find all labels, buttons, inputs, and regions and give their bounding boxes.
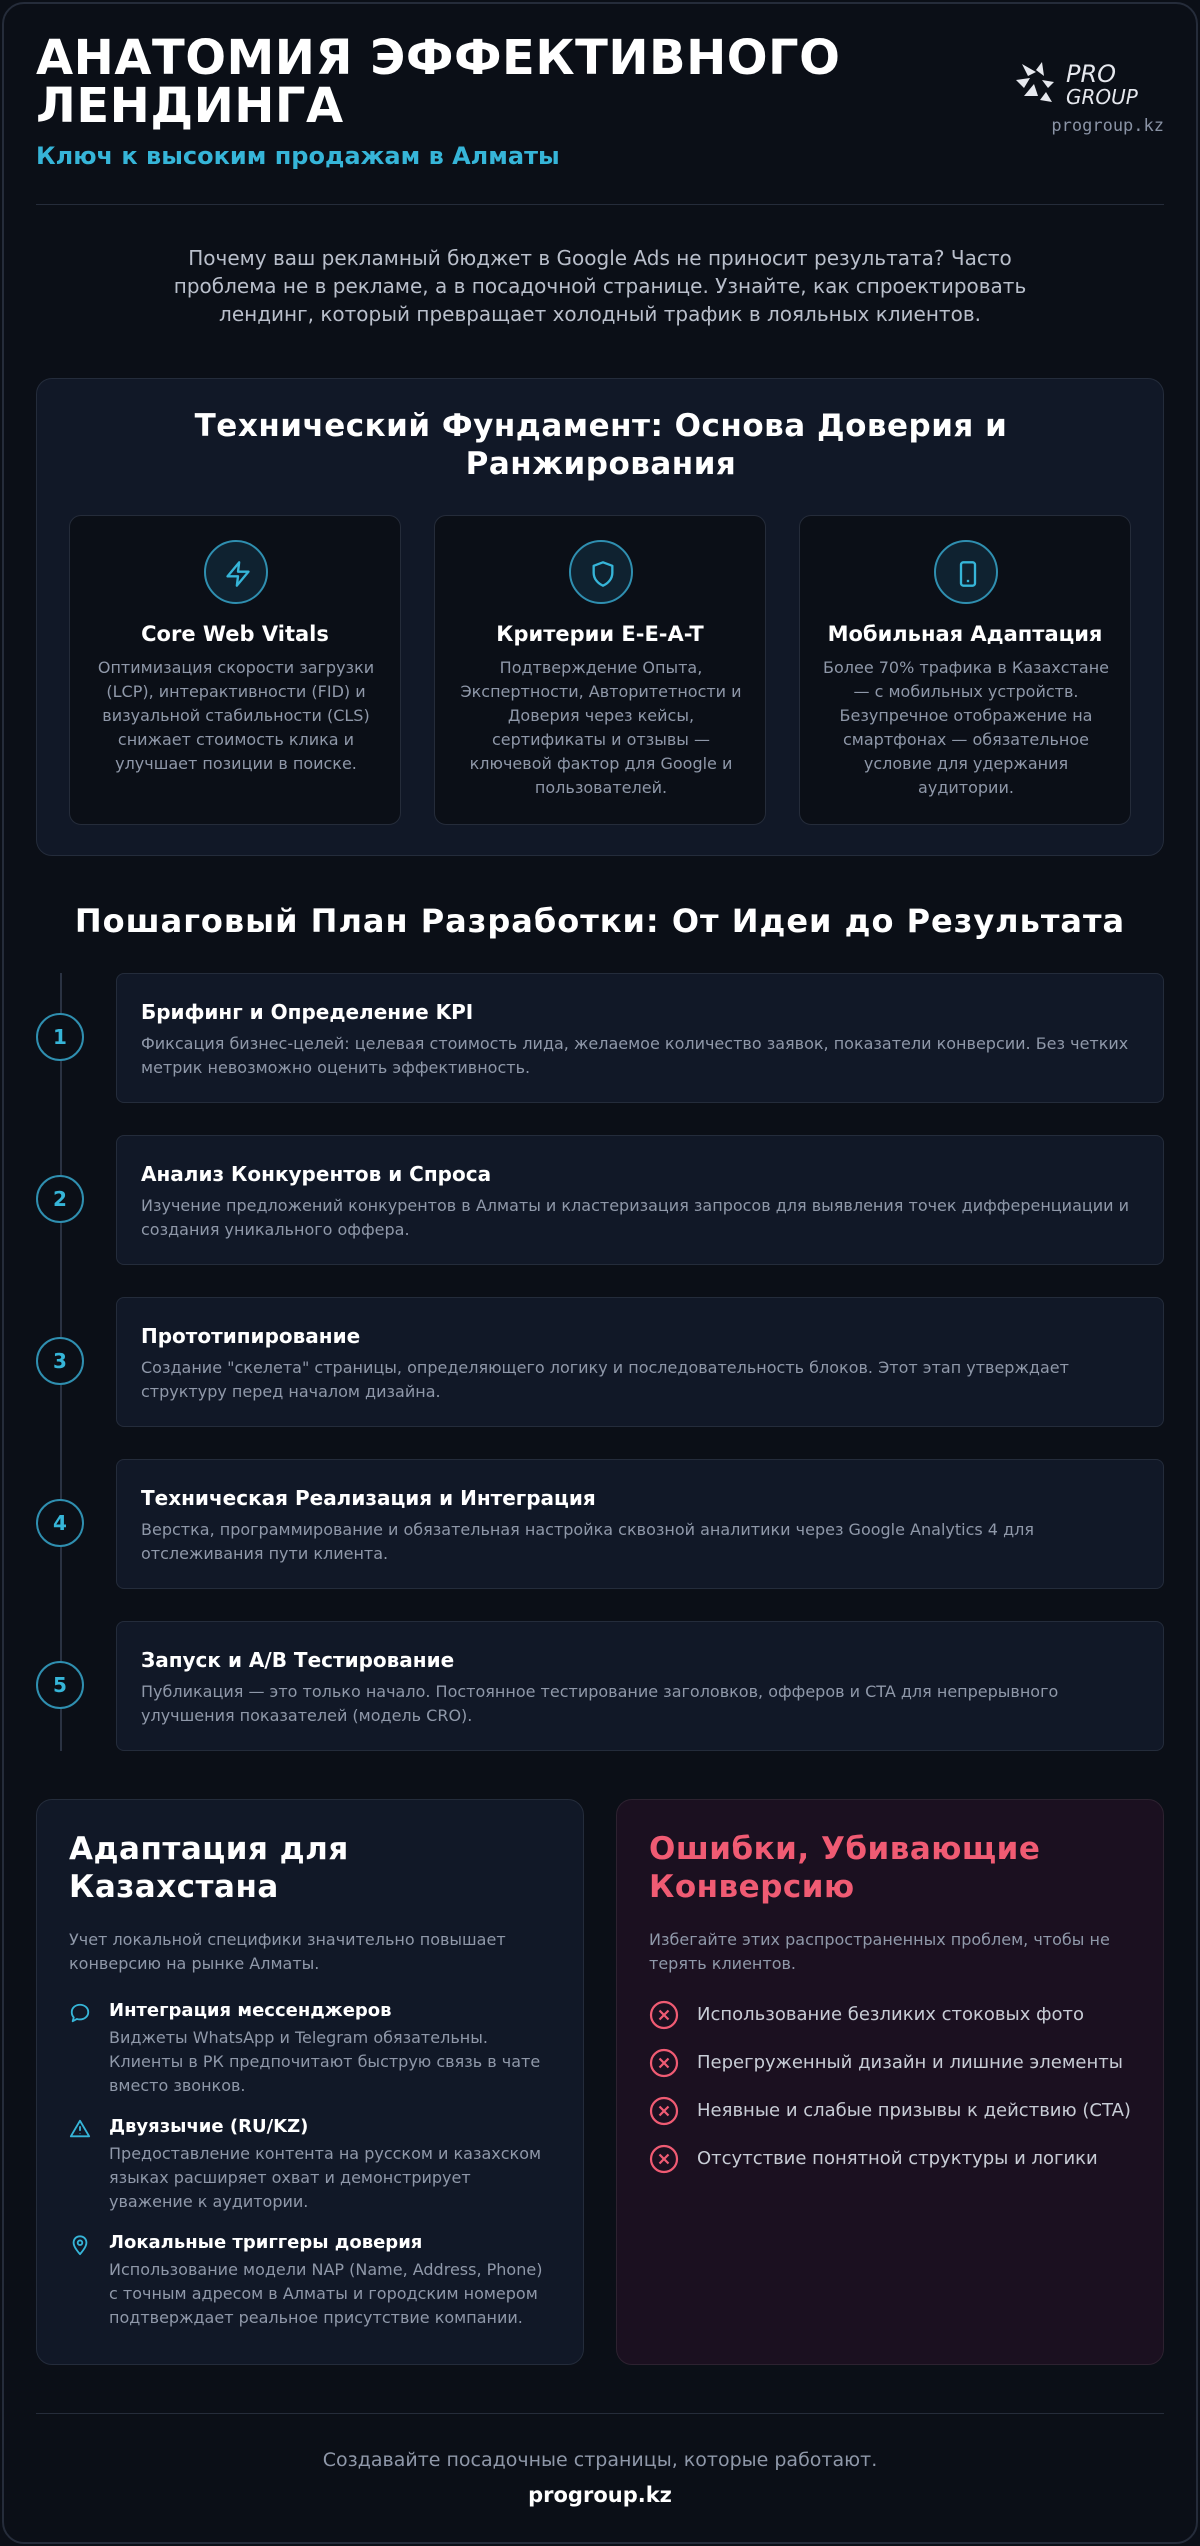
error-item	[649, 2048, 1149, 2080]
pro-group-logo	[1014, 58, 1164, 108]
x-circle-icon	[649, 2096, 679, 2126]
error-item	[649, 2144, 1149, 2176]
intro-text: Почему ваш рекламный бюджет в Google Ads не приносит результата? Часто проблема не в рекламе, а в посадочной странице. Узнайте, как спроектировать лендинг, который превращает холодный трафик в лояльных клиентов.	[173, 246, 1027, 326]
errors-desc: Избегайте этих распространенных проблем, чтобы не терять клиентов.	[649, 1930, 1110, 1973]
step-card-1	[116, 973, 1164, 1103]
error-text: Неявные и слабые призывы к действию (CTA)	[697, 2100, 1131, 2121]
card-text: Оптимизация скорости загрузки (LCP), интерактивности (FID) и визуальной стабильности (CLS) снижает стоимость клика и улучшает позиции в поиске.	[97, 658, 375, 773]
step-title: Прототипирование	[141, 1324, 361, 1348]
chat-bubble-icon	[69, 2002, 91, 2024]
step-number-2: 2	[36, 1175, 84, 1223]
step-card-4	[116, 1459, 1164, 1589]
shield-icon	[589, 560, 617, 588]
map-pin-icon	[69, 2234, 91, 2256]
step-title: Брифинг и Определение KPI	[141, 1000, 474, 1024]
card-eeat	[434, 515, 766, 825]
step-card-2	[116, 1135, 1164, 1265]
step-text: Изучение предложений конкурентов в Алматы и кластеризация запросов для выявления точек дифференциации и создания уникального оффера.	[141, 1196, 1130, 1239]
logo	[1004, 58, 1164, 136]
header	[36, 30, 1164, 204]
errors-title: Ошибки, Убивающие Конверсию	[649, 1831, 1041, 1905]
card-text: Подтверждение Опыта, Экспертности, Авторитетности и Доверия через кейсы, сертификаты и отзывы — ключевой фактор для Google и пользователей.	[460, 658, 742, 797]
page-title: АНАТОМИЯ ЭФФЕКТИВНОГО ЛЕНДИНГА	[36, 30, 841, 134]
lightning-icon	[224, 560, 252, 588]
feature-text: Предоставление контента на русском и казахском языках расширяет охват и демонстрирует уважение к аудитории.	[109, 2144, 542, 2211]
step-title: Запуск и A/B Тестирование	[141, 1648, 455, 1672]
x-circle-icon	[649, 2144, 679, 2174]
tech-foundation-section	[36, 378, 1164, 856]
feature-title: Локальные триггеры доверия	[109, 2232, 423, 2253]
smartphone-icon	[954, 560, 982, 588]
step-card-3	[116, 1297, 1164, 1427]
svg-text:GROUP: GROUP	[1066, 85, 1138, 108]
feature-text: Использование модели NAP (Name, Address, Phone) с точным адресом в Алматы и городским номером подтверждает реальное присутствие компании.	[109, 2260, 543, 2327]
error-text: Отсутствие понятной структуры и логики	[697, 2148, 1098, 2169]
error-item	[649, 2096, 1149, 2128]
step-text: Фиксация бизнес-целей: целевая стоимость лида, желаемое количество заявок, показатели конверсии. Без четких метрик невозможно оценить эффективность.	[141, 1034, 1129, 1077]
card-text: Более 70% трафика в Казахстане — с мобильных устройств. Безупречное отображение на смартфонах — обязательное условие для удержания аудитории.	[822, 658, 1109, 797]
error-text: Использование безликих стоковых фото	[697, 2004, 1085, 2025]
error-item	[649, 2000, 1149, 2032]
svg-text:PRO: PRO	[1066, 60, 1117, 88]
page-subtitle: Ключ к высоким продажам в Алматы	[36, 142, 560, 170]
error-text: Перегруженный дизайн и лишние элементы	[697, 2052, 1123, 2073]
card-title: Критерии E-E-A-T	[496, 622, 704, 646]
step-text: Верстка, программирование и обязательная настройка сквозной аналитики через Google Analytics 4 для отслеживания пути клиента.	[141, 1520, 1034, 1563]
card-title: Core Web Vitals	[141, 622, 329, 646]
feature-title: Интеграция мессенджеров	[109, 2000, 392, 2021]
header-divider	[36, 204, 1164, 205]
step-card-5	[116, 1621, 1164, 1751]
conversion-errors-section	[616, 1799, 1164, 2365]
step-number-3: 3	[36, 1337, 84, 1385]
footer-text: Создавайте посадочные страницы, которые работают.	[322, 2449, 878, 2471]
logo-url[interactable]: progroup.kz	[1051, 116, 1164, 136]
adapt-desc: Учет локальной специфики значительно повышает конверсию на рынке Алматы.	[69, 1930, 506, 1973]
step-text: Публикация — это только начало. Постоянное тестирование заголовков, офферов и CTA для непрерывного улучшения показателей (модель CRO).	[141, 1682, 1059, 1725]
step-number-1: 1	[36, 1013, 84, 1061]
step-number-5: 5	[36, 1661, 84, 1709]
footer-link[interactable]: progroup.kz	[528, 2483, 672, 2507]
x-circle-icon	[649, 2000, 679, 2030]
kazakhstan-adaptation-section	[36, 1799, 584, 2365]
footer-divider	[36, 2413, 1164, 2414]
adapt-title: Адаптация для Казахстана	[69, 1831, 349, 1905]
card-title: Мобильная Адаптация	[827, 622, 1103, 646]
card-mobile	[799, 515, 1131, 825]
plan-section-title: Пошаговый План Разработки: От Идеи до Результата	[74, 902, 1126, 940]
feature-text: Виджеты WhatsApp и Telegram обязательны. Клиенты в РК предпочитают быструю связь в чате вместо звонков.	[109, 2028, 541, 2095]
warning-triangle-icon	[69, 2118, 91, 2140]
tech-section-title: Технический Фундамент: Основа Доверия и Ранжирования	[194, 408, 1008, 482]
feature-title: Двуязычие (RU/KZ)	[109, 2116, 309, 2137]
step-number-4: 4	[36, 1499, 84, 1547]
card-core-web-vitals	[69, 515, 401, 825]
step-title: Техническая Реализация и Интеграция	[141, 1486, 596, 1510]
x-circle-icon	[649, 2048, 679, 2078]
step-text: Создание "скелета" страницы, определяющего логику и последовательность блоков. Этот этап утверждает структуру перед началом дизайна.	[141, 1358, 1069, 1401]
step-title: Анализ Конкурентов и Спроса	[141, 1162, 492, 1186]
